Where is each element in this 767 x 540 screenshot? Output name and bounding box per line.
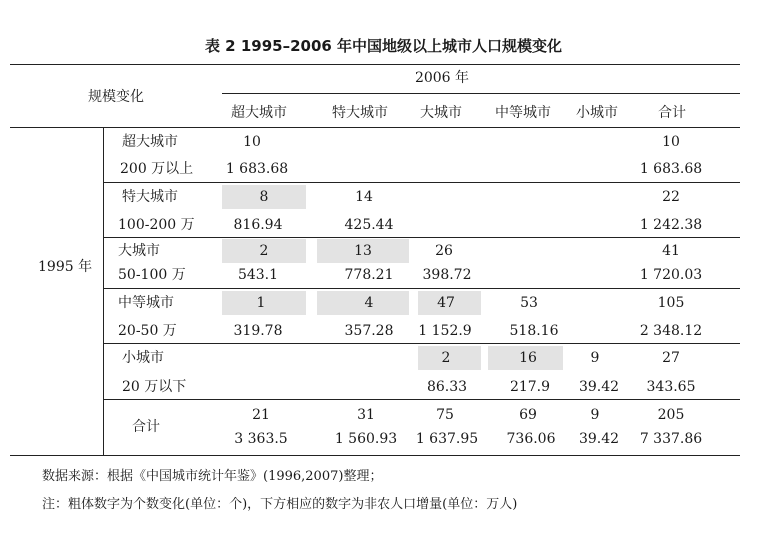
row-name-1: 超大城市 [122,134,178,150]
row-range-3: 50-100 万 [118,267,186,283]
total-count-c3: 75 [436,407,454,423]
r4-pop-c2: 357.28 [344,323,394,339]
r5-pop-c3: 86.33 [426,379,468,395]
total-pop-c5: 39.42 [578,431,620,447]
row-group-divider [103,127,104,455]
r5-pop-total: 343.65 [646,379,696,395]
r5-count-c3: 2 [441,350,451,366]
row-rule-5 [103,399,740,400]
table-note: 注：粗体数字为个数变化(单位：个)，下方相应的数字为非农人口增量(单位：万人) [42,497,518,512]
row-rule-2 [103,237,740,238]
r5-count-total: 27 [662,350,680,366]
col-header-large: 大城市 [420,105,462,121]
row-name-4: 中等城市 [118,295,174,311]
col-header-small: 小城市 [576,105,618,121]
col-header-medium: 中等城市 [495,105,551,121]
row-range-2: 100-200 万 [118,217,195,233]
r3-pop-c1: 543.1 [237,267,279,283]
r3-pop-c3: 398.72 [422,267,472,283]
row-range-5: 20 万以下 [122,379,187,395]
r3-pop-total: 1 720.03 [639,267,703,283]
total-pop-c2: 1 560.93 [334,431,398,447]
total-pop-c1: 3 363.5 [234,431,288,447]
r2-pop-c1: 816.94 [233,217,283,233]
total-count-c5: 9 [590,407,600,423]
top-rule [10,64,740,65]
r4-pop-c1: 319.78 [233,323,283,339]
total-pop-c3: 1 637.95 [415,431,479,447]
col-header-super: 超大城市 [231,105,287,121]
total-row-name: 合计 [132,419,160,435]
r3-count-c2: 13 [354,243,372,259]
r4-count-c1: 1 [256,295,266,311]
r2-count-total: 22 [662,189,680,205]
row-name-5: 小城市 [122,350,164,366]
r5-count-c4: 16 [519,350,537,366]
col-header-total: 合计 [658,105,686,121]
r4-count-c3: 47 [437,295,455,311]
total-count-c2: 31 [357,407,375,423]
header-bottom-rule [10,127,740,128]
col-group-label: 2006 年 [414,70,470,86]
subheader-rule [222,93,740,94]
row-name-3: 大城市 [118,243,160,259]
row-rule-3 [103,288,740,289]
total-count-c1: 21 [252,407,270,423]
source-note: 数据来源：根据《中国城市统计年鉴》(1996,2007)整理； [42,469,383,484]
bottom-rule [10,455,740,456]
r5-pop-c5: 39.42 [578,379,620,395]
row-rule-4 [103,343,740,344]
corner-label: 规模变化 [88,89,144,105]
r4-count-c4: 53 [520,295,538,311]
r4-pop-c3: 1 152.9 [418,323,472,339]
r3-pop-c2: 778.21 [344,267,394,283]
r4-count-total: 105 [657,295,685,311]
total-count-total: 205 [657,407,685,423]
table-title: 表 2 1995–2006 年中国地级以上城市人口规模变化 [204,37,563,55]
r2-pop-total: 1 242.38 [639,217,703,233]
row-group-label: 1995 年 [38,259,93,275]
total-count-c4: 69 [519,407,537,423]
r4-pop-c4: 518.16 [509,323,559,339]
r1-count-c1: 10 [243,134,261,150]
col-header-mega: 特大城市 [332,105,388,121]
r4-pop-total: 2 348.12 [639,323,703,339]
row-name-2: 特大城市 [122,189,178,205]
r5-count-c5: 9 [590,350,600,366]
r3-count-total: 41 [662,243,680,259]
total-pop-c4: 736.06 [506,431,556,447]
r5-pop-c4: 217.9 [509,379,551,395]
r2-pop-c2: 425.44 [344,217,394,233]
r3-count-c3: 26 [435,243,453,259]
r2-count-c1: 8 [259,189,269,205]
row-rule-1 [103,182,740,183]
r1-pop-total: 1 683.68 [639,161,703,177]
row-range-4: 20-50 万 [118,323,177,339]
r1-pop-c1: 1 683.68 [225,161,289,177]
row-range-1: 200 万以上 [120,161,194,177]
r1-count-total: 10 [662,134,680,150]
r4-count-c2: 4 [364,295,374,311]
total-pop-total: 7 337.86 [639,431,703,447]
r3-count-c1: 2 [259,243,269,259]
r2-count-c2: 14 [355,189,373,205]
